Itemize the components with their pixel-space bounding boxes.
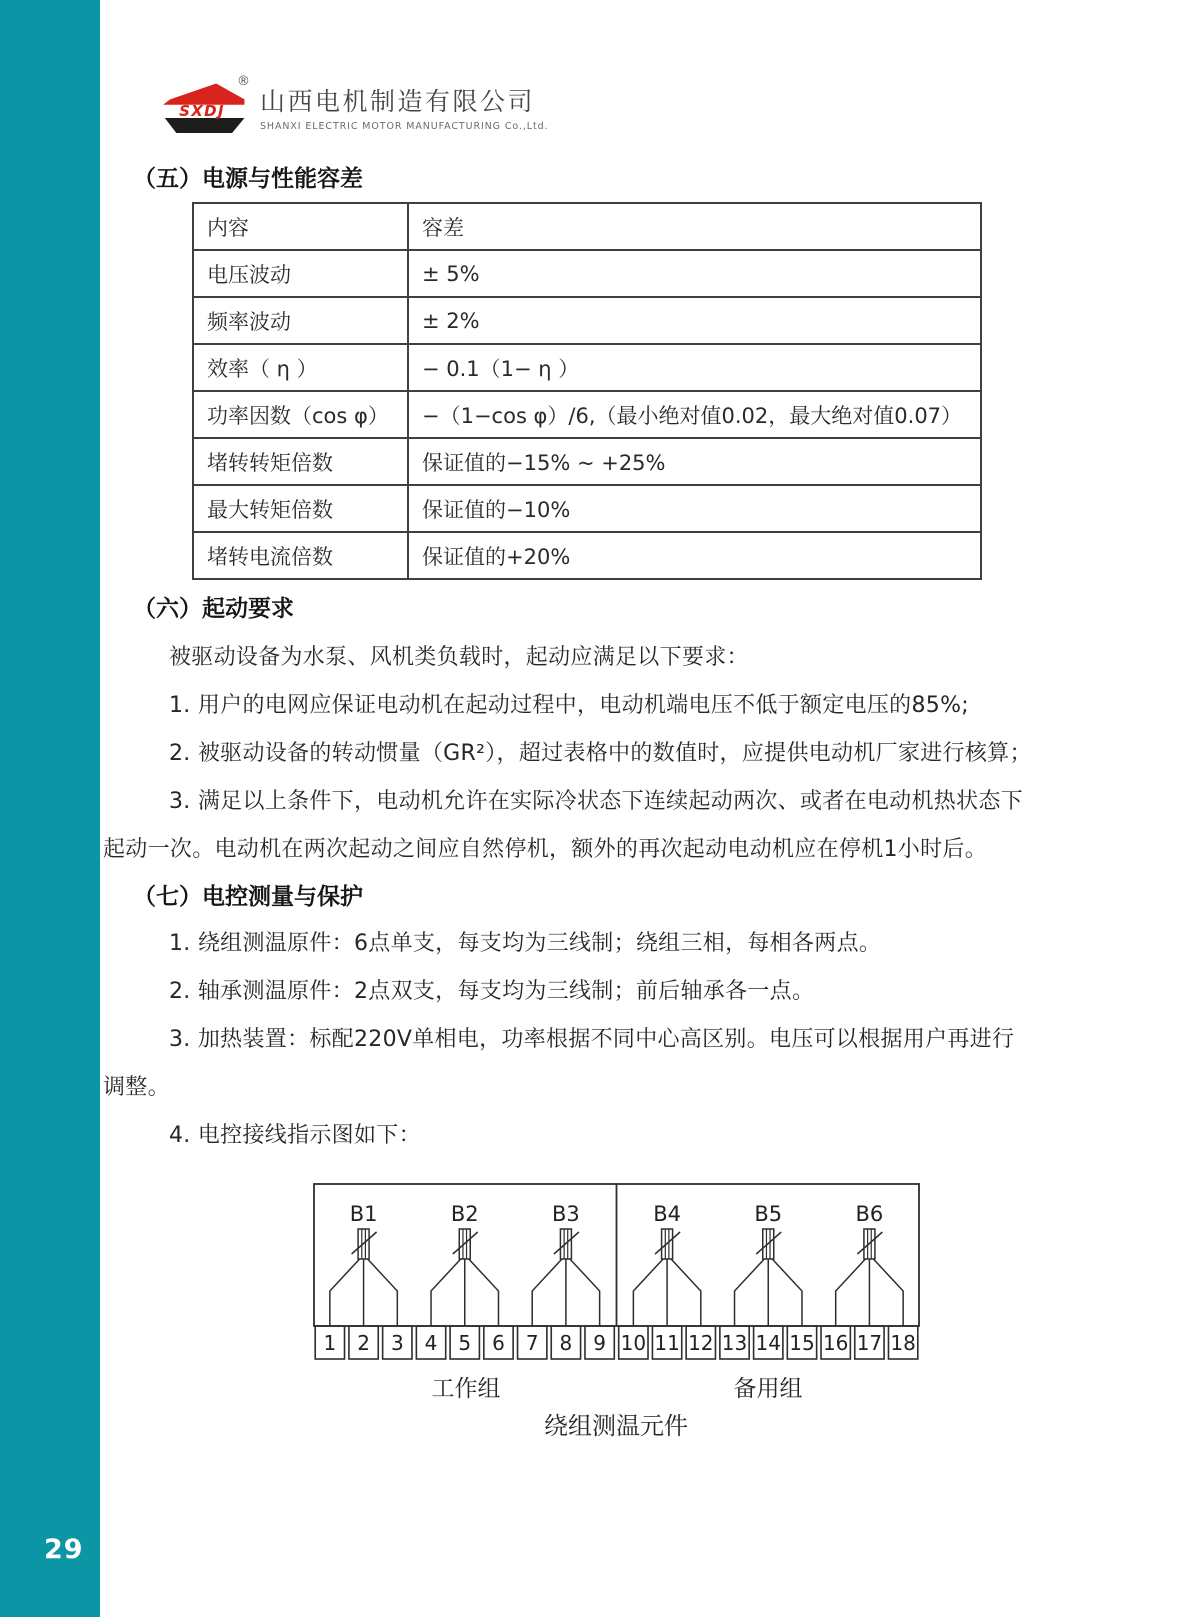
table-cell: 功率因数（cos φ）	[193, 391, 408, 438]
sensor-wire-right	[873, 1259, 903, 1326]
table-cell: ± 2%	[408, 297, 981, 344]
body-text-line: 1. 绕组测温原件：6点单支，每支均为三线制；绕组三相，每相各两点。	[169, 931, 882, 956]
sensor-label: B6	[855, 1202, 884, 1226]
table-row	[193, 532, 981, 579]
wiring-diagram	[313, 1183, 920, 1365]
terminal-number: 12	[688, 1331, 714, 1355]
table-cell: 堵转电流倍数	[193, 532, 408, 579]
sensor-wire-right	[772, 1259, 802, 1326]
terminal-number: 8	[559, 1331, 573, 1355]
table-cell: 频率波动	[193, 297, 408, 344]
terminal-number: 5	[458, 1331, 472, 1355]
sensor-wire-left	[735, 1259, 765, 1326]
sensor-slash	[453, 1232, 478, 1254]
table-header-cell: 容差	[408, 203, 981, 250]
terminal-number: 13	[721, 1331, 748, 1355]
sensor-wire-left	[330, 1259, 360, 1326]
body-text-line: 被驱动设备为水泵、风机类负载时，起动应满足以下要求：	[169, 645, 749, 670]
sensor-label: B1	[349, 1202, 378, 1226]
company-name-block	[260, 82, 548, 132]
terminal-number: 1	[323, 1331, 337, 1355]
company-name-cn: 山西电机制造有限公司	[260, 87, 536, 116]
sensor-wiring-svg	[313, 1183, 920, 1361]
body-text-line: 1. 用户的电网应保证电动机在起动过程中，电动机端电压不低于额定电压的85%;	[169, 693, 969, 718]
body-text-line: 4. 电控接线指示图如下：	[169, 1123, 421, 1148]
table-row	[193, 485, 981, 532]
terminal-number: 7	[525, 1331, 539, 1355]
terminal-number: 4	[424, 1331, 438, 1355]
sensor-slash	[756, 1232, 781, 1254]
sensor-wire-left	[633, 1259, 663, 1326]
terminal-number: 17	[856, 1331, 883, 1355]
terminal-number: 18	[890, 1331, 916, 1355]
table-header-cell: 内容	[193, 203, 408, 250]
table-cell: 最大转矩倍数	[193, 485, 408, 532]
terminal-number: 15	[789, 1331, 815, 1355]
sensor-wire-left	[431, 1259, 461, 1326]
sensor-wire-left	[836, 1259, 866, 1326]
sensor-slash	[655, 1232, 680, 1254]
company-header	[156, 74, 549, 132]
sensor-slash	[352, 1232, 377, 1254]
registered-trademark-icon: ®	[237, 74, 250, 89]
table-cell: 保证值的−10%	[408, 485, 981, 532]
terminal-number: 9	[593, 1331, 607, 1355]
table-cell: 电压波动	[193, 250, 408, 297]
page-number: 29	[44, 1534, 84, 1565]
sxdj-logo-icon	[156, 78, 248, 135]
working-group-label: 工作组	[431, 1376, 501, 1402]
table-cell: ± 5%	[408, 250, 981, 297]
terminal-number: 14	[755, 1331, 781, 1355]
table-row	[193, 297, 981, 344]
terminal-number: 3	[390, 1331, 404, 1355]
sensor-label: B3	[552, 1202, 580, 1226]
table-cell: 堵转转矩倍数	[193, 438, 408, 485]
body-text-line: 2. 轴承测温原件：2点双支，每支均为三线制；前后轴承各一点。	[169, 979, 815, 1004]
sensor-label: B4	[653, 1202, 681, 1226]
sensor-slash	[554, 1232, 579, 1254]
body-text-line: 3. 加热装置：标配220V单相电，功率根据不同中心高区别。电压可以根据用户再进行	[169, 1027, 1015, 1052]
body-text-line: 起动一次。电动机在两次起动之间应自然停机，额外的再次起动电动机应在停机1小时后。	[103, 837, 987, 862]
body-text-line: 3. 满足以上条件下，电动机允许在实际冷状态下连续起动两次、或者在电动机热状态下	[169, 789, 1023, 814]
backup-group-label: 备用组	[733, 1376, 803, 1402]
sensor-wire-right	[368, 1259, 398, 1326]
terminal-number: 6	[492, 1331, 505, 1355]
sensor-wire-right	[570, 1259, 600, 1326]
sensor-label: B5	[754, 1202, 783, 1226]
terminal-number: 16	[822, 1331, 849, 1355]
body-text-line: 2. 被驱动设备的转动惯量（GR²），超过表格中的数值时，应提供电动机厂家进行核算；	[169, 741, 1032, 766]
section-5-title: （五）电源与性能容差	[133, 166, 363, 192]
body-text-line: 调整。	[103, 1075, 170, 1100]
sensor-wire-right	[469, 1259, 499, 1326]
table-row	[193, 391, 981, 438]
section-7-title: （七）电控测量与保护	[133, 884, 363, 910]
company-name-en: SHANXI ELECTRIC MOTOR MANUFACTURING Co.,Ltd.	[260, 121, 549, 132]
terminal-number: 11	[654, 1331, 680, 1355]
sensor-label: B2	[450, 1202, 479, 1226]
sensor-wire-left	[532, 1259, 562, 1326]
company-logo	[156, 74, 250, 130]
sidebar-accent-bar	[0, 0, 100, 1617]
table-cell: −（1−cos φ）/6,（最小绝对值0.02，最大绝对值0.07）	[408, 391, 981, 438]
diagram-caption: 绕组测温元件	[544, 1412, 688, 1440]
table-cell: 效率（ η ）	[193, 344, 408, 391]
sensor-wire-right	[671, 1259, 701, 1326]
table-cell: 保证值的−15% ~ +25%	[408, 438, 981, 485]
table-row	[193, 250, 981, 297]
tolerance-table	[192, 202, 982, 580]
terminal-number: 10	[620, 1331, 647, 1355]
logo-text: SXDJ	[179, 102, 225, 121]
table-row	[193, 344, 981, 391]
table-row	[193, 438, 981, 485]
terminal-number: 2	[357, 1331, 370, 1355]
sensor-slash	[857, 1232, 882, 1254]
table-cell: − 0.1（1− η ）	[408, 344, 981, 391]
section-6-title: （六）起动要求	[133, 596, 294, 622]
table-header-row	[193, 203, 981, 250]
table-cell: 保证值的+20%	[408, 532, 981, 579]
